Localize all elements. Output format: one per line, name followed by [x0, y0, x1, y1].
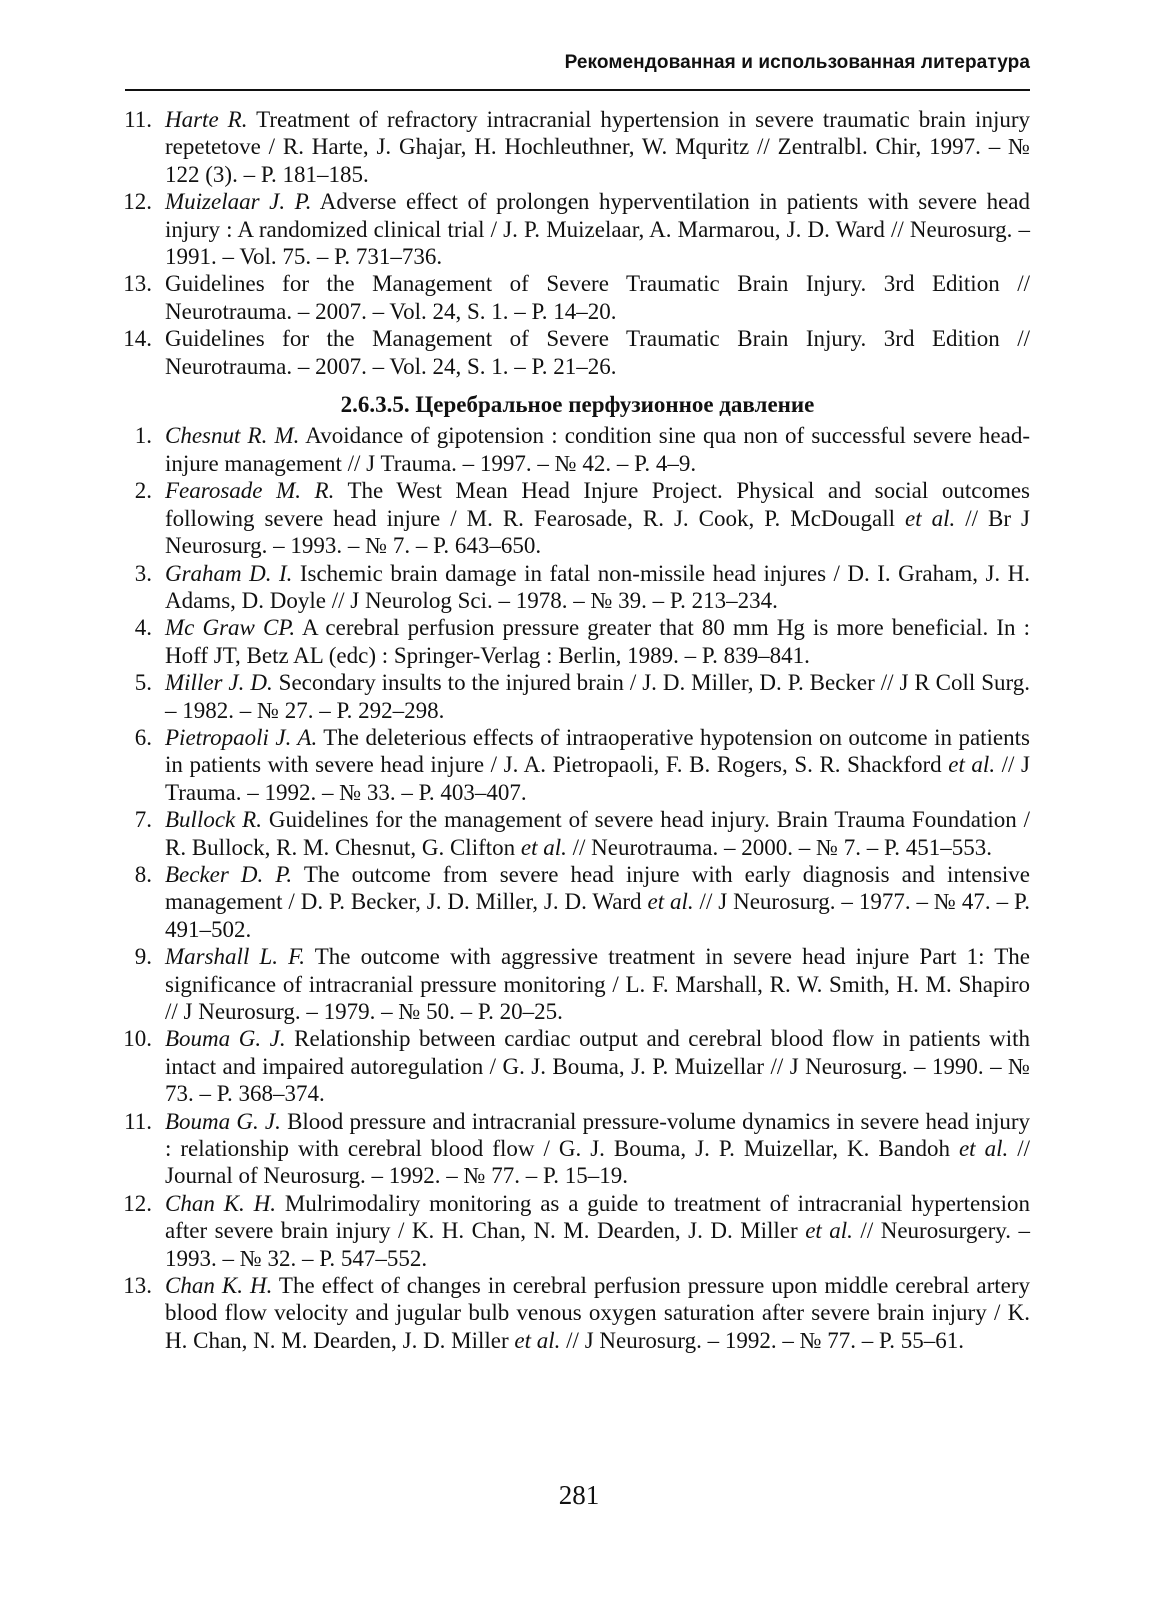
- reference-item: [125, 1190, 1030, 1272]
- section-title: 2.6.3.5. Церебральное перфузионное давление: [340, 392, 815, 418]
- reference-number: 6.: [134, 724, 152, 750]
- reference-list-cpp: [125, 422, 1030, 1354]
- reference-text: Relationship between cardiac output and cerebral blood flow in patients with intact and impaired autoregulation / G. J. Bouma, J. P. Muizellar // J Neurosurg. – 1990. – № 73. – P. 368–374.: [165, 1026, 1030, 1107]
- reference-et-al: et al.: [514, 1327, 561, 1353]
- header-rule: [125, 89, 1030, 91]
- reference-author: Graham D. I.: [165, 560, 293, 586]
- reference-author: Marshall L. F.: [165, 944, 305, 970]
- reference-number: 11.: [124, 107, 152, 132]
- reference-item: [125, 560, 1030, 615]
- reference-number: 1.: [134, 423, 152, 449]
- reference-item: [125, 1272, 1030, 1354]
- reference-item: [125, 325, 1030, 380]
- reference-text: Treatment of refractory intracranial hypertension in severe traumatic brain injury repetetove / R. Harte, J. Ghajar, H. Hochleuthner, W. Mquritz // Zentralbl. Chir, 1997. – № 122 (3). – P. 181–185.: [165, 107, 1030, 187]
- reference-author: Bouma G. J.: [165, 1026, 286, 1052]
- reference-author: Mc Graw CP.: [165, 615, 296, 641]
- reference-author: Becker D. P.: [165, 861, 293, 887]
- reference-et-al: et al.: [958, 1136, 1009, 1162]
- reference-list-previous-section: [125, 106, 1030, 380]
- reference-item: [125, 669, 1030, 724]
- reference-number: 12.: [123, 189, 152, 215]
- reference-text: The effect of changes in cerebral perfusion pressure upon middle cerebral artery blood flow velocity and jugular bulb venous oxygen saturation after severe brain injury / K. H. Chan, N. M. Dearden, J. D. Miller: [165, 1273, 1030, 1353]
- page-number: 281: [558, 1480, 600, 1510]
- reference-source: // Neurotrauma. – 2000. – № 7. – P. 451–553.: [566, 834, 992, 860]
- reference-text: Avoidance of gipotension : condition sine qua non of successful severe head-injure management // J Trauma. – 1997. – № 42. – P. 4–9.: [165, 423, 1030, 476]
- reference-item: [125, 861, 1030, 943]
- reference-number: 10.: [123, 1026, 152, 1052]
- reference-text: The outcome with aggressive treatment in severe head injure Part 1: The significance of intracranial pressure monitoring / L. F. Marshall, R. W. Smith, H. M. Shapiro // J Neurosurg. – 1979. – № 50. – P. 20–25.: [165, 944, 1030, 1024]
- reference-number: 13.: [123, 1273, 152, 1299]
- reference-text: Mulrimodaliry monitoring as a guide to treatment of intracranial hypertension after severe brain injury / K. H. Chan, N. M. Dearden, J. D. Miller: [165, 1190, 1031, 1244]
- reference-item: [125, 724, 1030, 806]
- reference-source: // J Trauma. – 1992. – № 33. – P. 403–407.: [165, 752, 1030, 805]
- reference-text: Adverse effect of prolongen hyperventilation in patients with severe head injury : A randomized clinical trial / J. P. Muizelaar, A. Marmarou, J. D. Ward // Neurosurg. – 1991. – Vol. 75. – P. 731–736.: [165, 189, 1030, 270]
- reference-author: Miller J. D.: [165, 670, 273, 696]
- reference-author: Fearosade M. R.: [165, 478, 335, 504]
- reference-item: [125, 422, 1030, 477]
- reference-text: The outcome from severe head injure with early diagnosis and intensive management / D. P. Becker, J. D. Miller, J. D. Ward: [165, 861, 1030, 915]
- reference-et-al: et al.: [905, 505, 956, 531]
- reference-item: [125, 188, 1030, 270]
- reference-text: The West Mean Head Injure Project. Physical and social outcomes following severe head injure / M. R. Fearosade, R. J. Cook, P. McDougall: [165, 478, 1030, 531]
- reference-author: Bullock R.: [165, 807, 262, 833]
- reference-item: [125, 270, 1030, 325]
- page-content: [125, 106, 1030, 1354]
- reference-et-al: et al.: [647, 889, 694, 915]
- reference-number: 7.: [134, 807, 152, 833]
- reference-number: 5.: [134, 670, 152, 696]
- reference-item: [125, 1108, 1030, 1190]
- reference-item: [125, 806, 1030, 861]
- reference-item: [125, 106, 1030, 188]
- reference-number: 2.: [134, 478, 152, 504]
- reference-number: 4.: [134, 615, 152, 641]
- reference-item: [125, 477, 1030, 559]
- reference-number: 3.: [134, 560, 152, 586]
- reference-item: [125, 943, 1030, 1025]
- reference-number: 12.: [123, 1190, 152, 1216]
- reference-text: Guidelines for the management of severe head injury. Brain Trauma Foundation / R. Bullock, R. M. Chesnut, G. Clifton: [165, 807, 1031, 860]
- reference-text: The deleterious effects of intraoperative hypotension on outcome in patients in patients with severe head injure / J. A. Pietropaoli, F. B. Rogers, S. R. Shackford: [165, 724, 1030, 778]
- reference-source: // Br J Neurosurg. – 1993. – № 7. – P. 643–650.: [165, 505, 1030, 559]
- reference-number: 13.: [123, 271, 152, 297]
- reference-author: Harte R.: [165, 107, 248, 132]
- reference-number: 14.: [123, 326, 152, 352]
- reference-et-al: et al.: [948, 752, 996, 778]
- reference-author: Muizelaar J. P.: [165, 189, 312, 215]
- reference-author: Pietropaoli J. A.: [165, 724, 318, 750]
- reference-author: Chan K. H.: [165, 1190, 276, 1216]
- reference-author: Chesnut R. M.: [165, 423, 300, 449]
- reference-et-al: et al.: [520, 834, 567, 860]
- reference-source: // J Neurosurg. – 1977. – № 47. – P. 491–502.: [165, 889, 1030, 942]
- reference-author: Bouma G. J.: [165, 1108, 281, 1134]
- reference-item: [125, 614, 1030, 669]
- reference-et-al: et al.: [805, 1218, 853, 1244]
- reference-number: 9.: [134, 944, 152, 970]
- reference-number: 11.: [124, 1108, 152, 1134]
- reference-source: // Journal of Neurosurg. – 1992. – № 77. – P. 15–19.: [165, 1136, 1031, 1189]
- reference-author: Chan K. H.: [165, 1273, 273, 1299]
- reference-item: [125, 1025, 1030, 1107]
- reference-text: Ischemic brain damage in fatal non-missile head injures / D. I. Graham, J. H. Adams, D. Doyle // J Neurolog Sci. – 1978. – № 39. – P. 213–234.: [165, 560, 1030, 613]
- reference-source: // J Neurosurg. – 1992. – № 77. – P. 55–61.: [560, 1327, 965, 1353]
- reference-text: Blood pressure and intracranial pressure-volume dynamics in severe head injury : relationship with cerebral blood flow / G. J. Bouma, J. P. Muizellar, K. Bandoh: [165, 1108, 1030, 1162]
- reference-text: A cerebral perfusion pressure greater that 80 mm Hg is more beneficial. In : Hoff JT, Betz AL (edc) : Springer-Verlag : Berlin, 1989. – P. 839–841.: [165, 615, 1030, 668]
- reference-number: 8.: [134, 861, 152, 887]
- reference-text: Guidelines for the Management of Severe Traumatic Brain Injury. 3rd Edition // Neurotrauma. – 2007. – Vol. 24, S. 1. – P. 21–26.: [165, 326, 1030, 379]
- running-head: Рекомендованная и использованная литература: [564, 52, 1030, 73]
- reference-source: // Neurosurgery. – 1993. – № 32. – P. 547–552.: [165, 1218, 1031, 1271]
- reference-text: Secondary insults to the injured brain / J. D. Miller, D. P. Becker // J R Coll Surg. – 1982. – № 27. – P. 292–298.: [165, 670, 1030, 723]
- reference-text: Guidelines for the Management of Severe Traumatic Brain Injury. 3rd Edition // Neurotrauma. – 2007. – Vol. 24, S. 1. – P. 14–20.: [165, 271, 1030, 324]
